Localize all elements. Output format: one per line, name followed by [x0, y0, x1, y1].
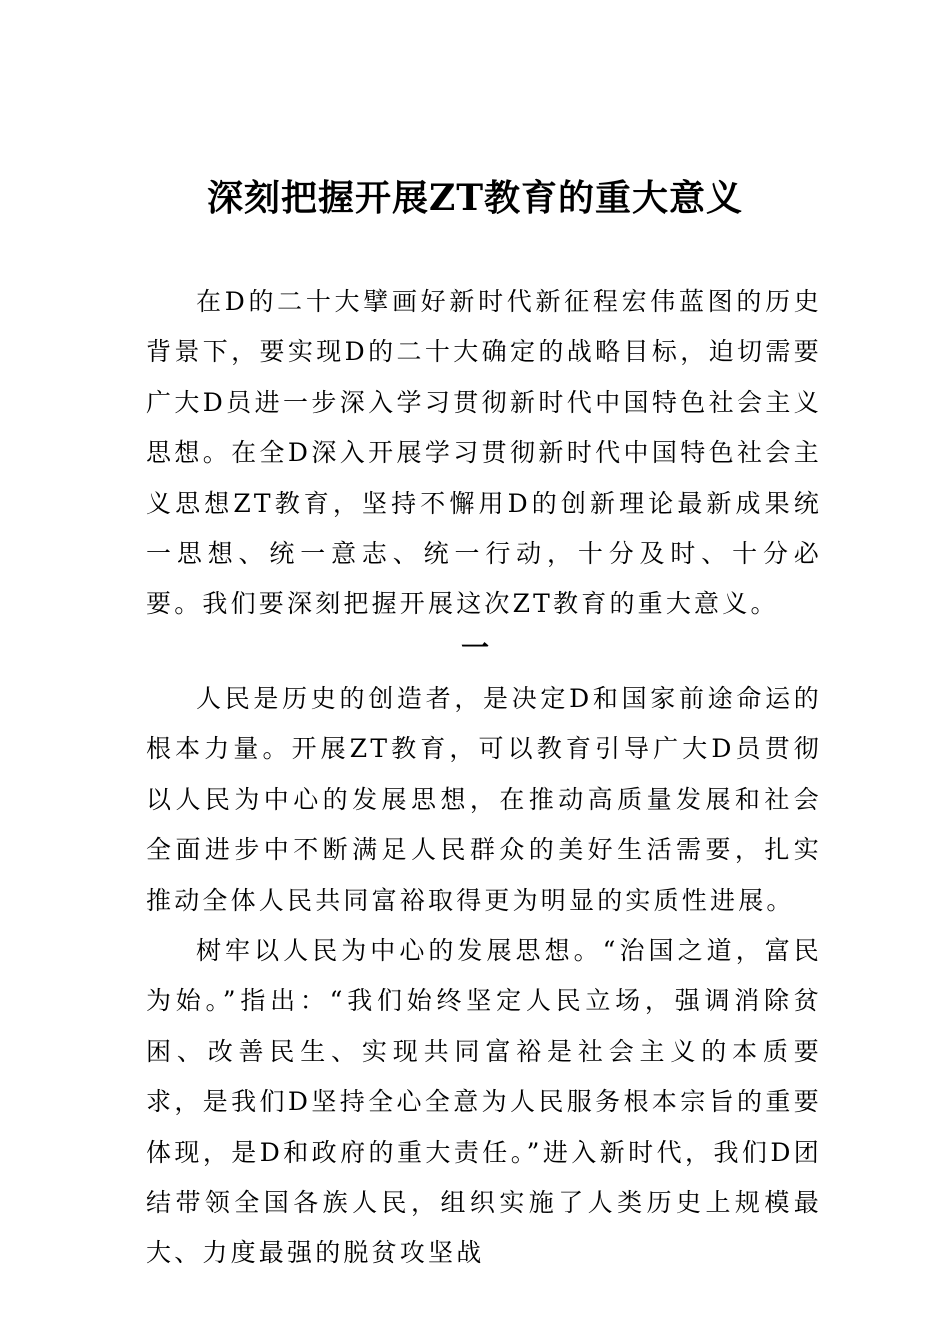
section-one-body	[146, 674, 822, 1279]
section-number: 一	[460, 631, 489, 664]
intro-section	[146, 277, 822, 630]
intro-paragraph: 在D的二十大擘画好新时代新征程宏伟蓝图的历史背景下，要实现D的二十大确定的战略目标，迫切需要广大D员进一步深入学习贯彻新时代中国特色社会主义思想。在全D深入开展学习贯彻新时代中国特色社会主义思想ZT教育，坚持不懈用D的创新理论最新成果统一思想、统一意志、统一行动，十分及时、十分必要。我们要深刻把握开展这次ZT教育的重大意义。	[146, 287, 822, 619]
section-paragraph-1: 人民是历史的创造者，是决定D和国家前途命运的根本力量。开展ZT教育，可以教育引导广大D员贯彻以人民为中心的发展思想，在推动高质量发展和社会全面进步中不断满足人民群众的美好生活需要，扎实推动全体人民共同富裕取得更为明显的实质性进展。	[146, 684, 822, 915]
document-title: 深刻把握开展ZT教育的重大意义	[206, 177, 744, 219]
section-paragraph-2: 树牢以人民为中心的发展思想。“治国之道，富民为始。”指出：“我们始终坚定人民立场，强调消除贫困、改善民生、实现共同富裕是社会主义的本质要求，是我们D坚持全心全意为人民服务根本宗旨的重要体现，是D和政府的重大责任。”进入新时代，我们D团结带领全国各族人民，组织实施了人类历史上规模最大、力度最强的脱贫攻坚战	[146, 936, 822, 1268]
